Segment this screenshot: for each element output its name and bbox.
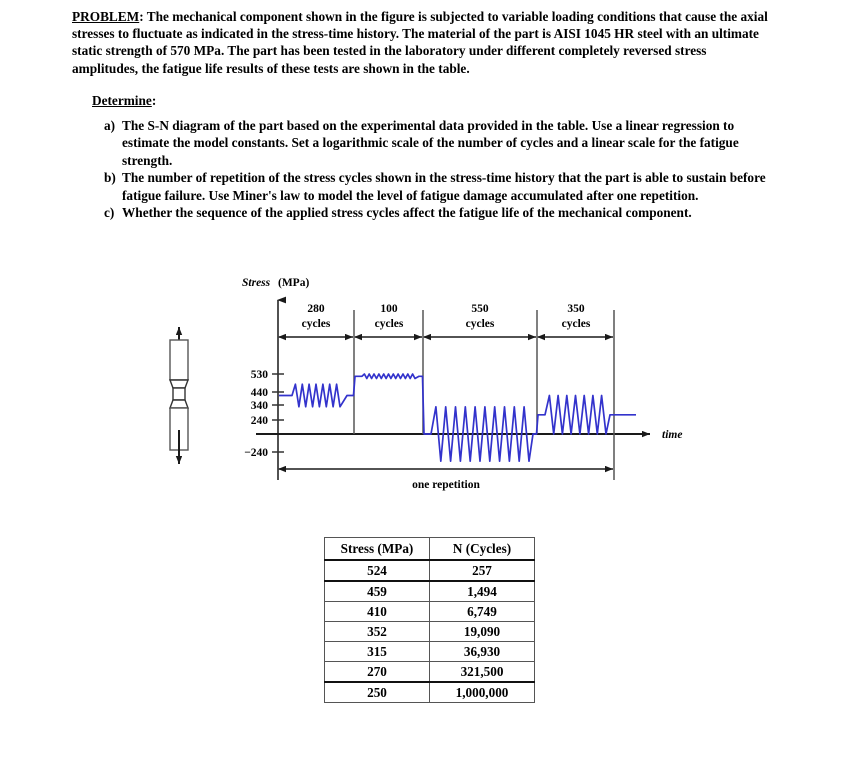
determine-marker-b: b) <box>104 170 116 186</box>
specimen-lower-shoulder <box>170 400 188 408</box>
problem-statement <box>72 8 772 77</box>
segment-1-cycles-word: cycles <box>301 318 331 330</box>
problem-body: The mechanical component shown in the figure is subjected to variable loading conditions that cause the axial stresses to fluctuate as indicated in the stress-time history. The material of the part is AISI 1045 HR steel with an ultimate static strength of 570 MPa. The part has been tested in the laboratory under different completely reversed stress amplitudes, the fatigue life results of these tests are shown in the table. <box>72 9 768 76</box>
stress-time-figure <box>0 262 843 512</box>
specimen-gauge-section <box>173 388 185 400</box>
table-row <box>325 662 535 683</box>
determine-text-b: The number of repetition of the stress cycles shown in the stress-time history that the part is able to sustain before fatigue failure. Use Miner's law to model the level of fatigue damage accumulated after one repetition. <box>122 170 766 203</box>
table-header-cycles: N (Cycles) <box>430 538 535 561</box>
problem-label: PROBLEM <box>72 9 140 24</box>
y-tick-label-240: 240 <box>250 415 268 427</box>
segment-3-cycles-word: cycles <box>465 318 495 330</box>
segment-2-cycles-value: 100 <box>380 303 398 315</box>
table-cell-cycles: 1,000,000 <box>430 682 535 703</box>
table-row <box>325 682 535 703</box>
table-cell-cycles: 257 <box>430 560 535 581</box>
segment-1-cycles-value: 280 <box>307 303 325 315</box>
determine-item-b <box>104 169 776 204</box>
y-axis-title-unit: (MPa) <box>278 277 310 289</box>
y-axis-title: Stress <box>242 277 271 289</box>
determine-text-a: The S-N diagram of the part based on the experimental data provided in the table. Use a linear regression to estimate the model constants. Set a logarithmic scale of the number of cycles and a linear scale for the fatigue strength. <box>122 118 739 168</box>
determine-marker-a: a) <box>104 118 116 133</box>
table-cell-stress: 459 <box>325 581 430 602</box>
specimen-upper-grip <box>170 340 188 380</box>
y-tick-label-neg240: −240 <box>244 447 268 459</box>
stress-waveform <box>279 374 636 461</box>
table-row <box>325 602 535 622</box>
determine-item-c <box>104 204 776 221</box>
table-cell-cycles: 1,494 <box>430 581 535 602</box>
problem-colon: : <box>139 9 144 24</box>
determine-heading <box>92 92 776 110</box>
table-cell-cycles: 19,090 <box>430 622 535 642</box>
determine-item-a <box>104 117 776 169</box>
sn-data-table-container <box>324 537 535 703</box>
table-row <box>325 622 535 642</box>
segment-4-cycles-word: cycles <box>561 318 591 330</box>
determine-label: Determine <box>92 93 152 108</box>
determine-colon: : <box>151 93 157 108</box>
table-row <box>325 581 535 602</box>
segment-3-cycles-value: 550 <box>471 303 489 315</box>
one-repetition-label: one repetition <box>412 479 480 491</box>
determine-text-c: Whether the sequence of the applied stress cycles affect the fatigue life of the mechanical component. <box>122 205 692 221</box>
table-cell-stress: 410 <box>325 602 430 622</box>
table-cell-stress: 524 <box>325 560 430 581</box>
table-cell-stress: 270 <box>325 662 430 683</box>
y-tick-label-440: 440 <box>250 387 268 399</box>
table-cell-cycles: 6,749 <box>430 602 535 622</box>
table-cell-cycles: 321,500 <box>430 662 535 683</box>
table-row <box>325 642 535 662</box>
determine-marker-c: c) <box>104 205 115 221</box>
segment-4-cycles-value: 350 <box>567 303 585 315</box>
table-header-stress: Stress (MPa) <box>325 538 430 561</box>
table-cell-stress: 315 <box>325 642 430 662</box>
table-header-row <box>325 538 535 561</box>
sn-data-table <box>324 537 535 703</box>
specimen-upper-shoulder <box>170 380 188 388</box>
table-cell-cycles: 36,930 <box>430 642 535 662</box>
x-axis-label: time <box>662 429 683 441</box>
table-cell-stress: 250 <box>325 682 430 703</box>
y-tick-label-530: 530 <box>250 369 268 381</box>
table-cell-stress: 352 <box>325 622 430 642</box>
specimen-sketch <box>170 327 188 464</box>
stress-time-diagram <box>0 262 843 512</box>
determine-block <box>92 92 776 221</box>
y-tick-label-340: 340 <box>250 400 268 412</box>
table-row <box>325 560 535 581</box>
segment-2-cycles-word: cycles <box>374 318 404 330</box>
